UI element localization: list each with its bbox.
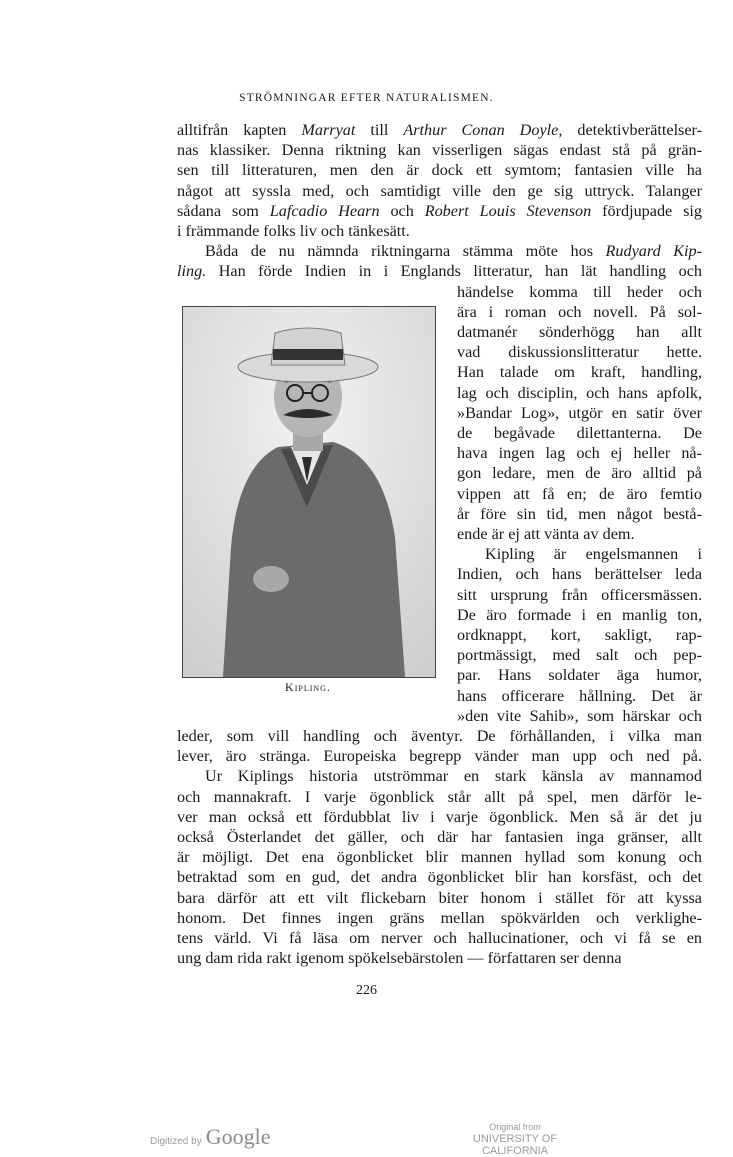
text-line [457,484,702,504]
italic-name: Robert Louis Stevenson [424,201,592,220]
original-from-label: Original from [489,1122,541,1132]
running-head: STRÖMNINGAR EFTER NATURALISMEN. [239,92,494,104]
text-run: Kipling är engelsmannen i [485,545,702,564]
text-line [177,746,702,766]
figure-caption: Kipling. [285,680,331,694]
text-line [457,605,702,625]
text-line [177,160,702,180]
text-line [177,766,702,786]
text-run: år före sin tid, men något bestå- [457,504,702,523]
text-line [457,403,702,423]
text-line [177,787,702,807]
text-line [457,564,702,584]
text-run: lever, äro stränga. Europeiska begrepp vänder man upp och ned på. [177,747,702,766]
text-run: fördjupade sig [591,201,702,220]
text-line [177,908,702,928]
digitized-by-label: Digitized by [150,1136,202,1147]
text-run: Indien, och hans berättelser leda [457,565,702,584]
text-line [457,524,702,544]
text-line [457,362,702,382]
text-run: tens värld. Vi få läsa om nerver och hallucinationer, och vi få se en [177,929,702,947]
text-run: något att syssla med, och samtidigt ville den ge sig uttryck. Talanger [177,181,702,200]
text-run: gon ledare, men de äro alltid på [457,464,702,483]
text-line [457,625,702,645]
text-line [177,261,702,281]
text-line [457,686,702,706]
text-run: par. Hans soldater äga humor, [457,666,702,685]
italic-name: Marryat [301,121,356,139]
text-run: till [355,121,404,139]
text-line [177,120,702,140]
text-line [457,504,702,524]
italic-name: Lafcadio Hearn [269,201,380,220]
text-run: leder, som vill handling och äventyr. De förhållanden, i vilka man [177,727,702,745]
text-line [457,423,702,443]
text-run: ordknappt, kort, sakligt, rap- [457,626,702,644]
text-line [177,140,702,160]
text-run: är möjligt. Det ena ögonblicket blir mannen hyllad som konung och [177,848,702,867]
text-line [457,322,702,342]
text-run: »Bandar Log», utgör en satir över [457,403,702,422]
original-from [440,1121,590,1157]
text-line [457,383,702,403]
text-run: Ur Kiplings historia utströmmar en stark känsla av mannamod [205,767,702,786]
text-run: alltifrån kapten [177,121,302,139]
text-line [177,827,702,847]
text-line [177,948,702,968]
page-number: 226 [356,983,377,998]
text-run: »den vite Sahib», som härskar och [457,706,702,725]
text-line [457,706,702,726]
text-line [177,928,702,948]
text-run: och [379,201,425,220]
text-line [457,443,702,463]
text-run: sådana som [177,201,270,220]
text-run: sitt ursprung från officersmässen. [457,585,702,604]
text-run: betraktad som en gud, det andra ögonblicket blir han korsfäst, och det [177,868,702,887]
google-logo: Google [205,1124,271,1149]
text-run: ver man också ett fördubblat liv i varje ögonblick. Men så är det ju [177,807,702,826]
text-run: också Österlandet det gäller, och där har fantasien inga gränser, allt [177,828,702,846]
text-run: honom. Det finnes ingen gräns mellan spökvärlden och verklighe- [177,908,702,927]
text-run: nas klassiker. Denna riktning kan visserligen sägas endast stå på grän- [177,141,702,160]
italic-name: ling. [177,262,207,281]
text-run: hans officerare hållning. Det är [457,686,702,705]
text-run: datmanér sönderhögg han allt [457,323,702,341]
text-run: ung dam rida rakt igenom spökelsebärstolen — författaren ser denna [177,949,622,968]
text-run: och mannakraft. I varje ögonblick står allt på spel, men därför le- [177,787,702,806]
digitized-by-google [150,1124,270,1150]
text-line [177,726,702,746]
text-line [177,201,702,221]
text-run: sen till litteraturen, men den är dock ett symtom; fantasien ville ha [177,161,702,180]
institution-name: UNIVERSITY OF CALIFORNIA [472,1133,558,1157]
text-line [457,463,702,483]
text-run: vad diskussionslitteratur hette. [457,343,702,362]
text-line [457,282,702,302]
text-run: vippen att få en; de äro femtio [457,484,702,503]
text-line [177,888,702,908]
text-line [457,342,702,362]
text-run: lag och disciplin, och hans apfolk, [457,383,702,402]
italic-name: Rudyard Kip- [605,242,702,261]
text-line [457,665,702,685]
text-run: ende är ej att vänta av dem. [457,525,635,543]
text-run: Han förde Indien in i Englands litteratur, han lät handling och [206,262,702,281]
text-run: De äro formade i en manlig ton, [457,605,702,624]
text-line [177,847,702,867]
text-run: Han talade om kraft, handling, [457,363,702,382]
text-line [177,221,702,241]
text-run: ära i roman och novell. På sol- [457,302,702,321]
text-run: Båda de nu nämnda riktningarna stämma möte hos [205,242,606,261]
kipling-portrait [182,306,436,678]
text-run: portmässigt, med salt och pep- [457,646,702,665]
italic-name: Arthur Conan Doyle, [403,121,563,139]
text-run: i främmande folks liv och tänkesätt. [177,222,410,240]
text-run: händelse komma till heder och [457,282,702,301]
text-run: de begåvade dilettanterna. De [457,424,702,442]
text-line [177,807,702,827]
text-run: detektivberättelser- [562,121,703,139]
text-line [457,585,702,605]
text-line [457,302,702,322]
text-line [177,181,702,201]
text-run: bara därför att ett vilt flickebarn biter honom i stället för att kyssa [177,888,702,907]
text-line [177,867,702,887]
text-run: hava ingen lag och ej heller nå- [457,444,702,463]
text-line [177,241,702,261]
text-line [457,544,702,564]
text-line [457,645,702,665]
